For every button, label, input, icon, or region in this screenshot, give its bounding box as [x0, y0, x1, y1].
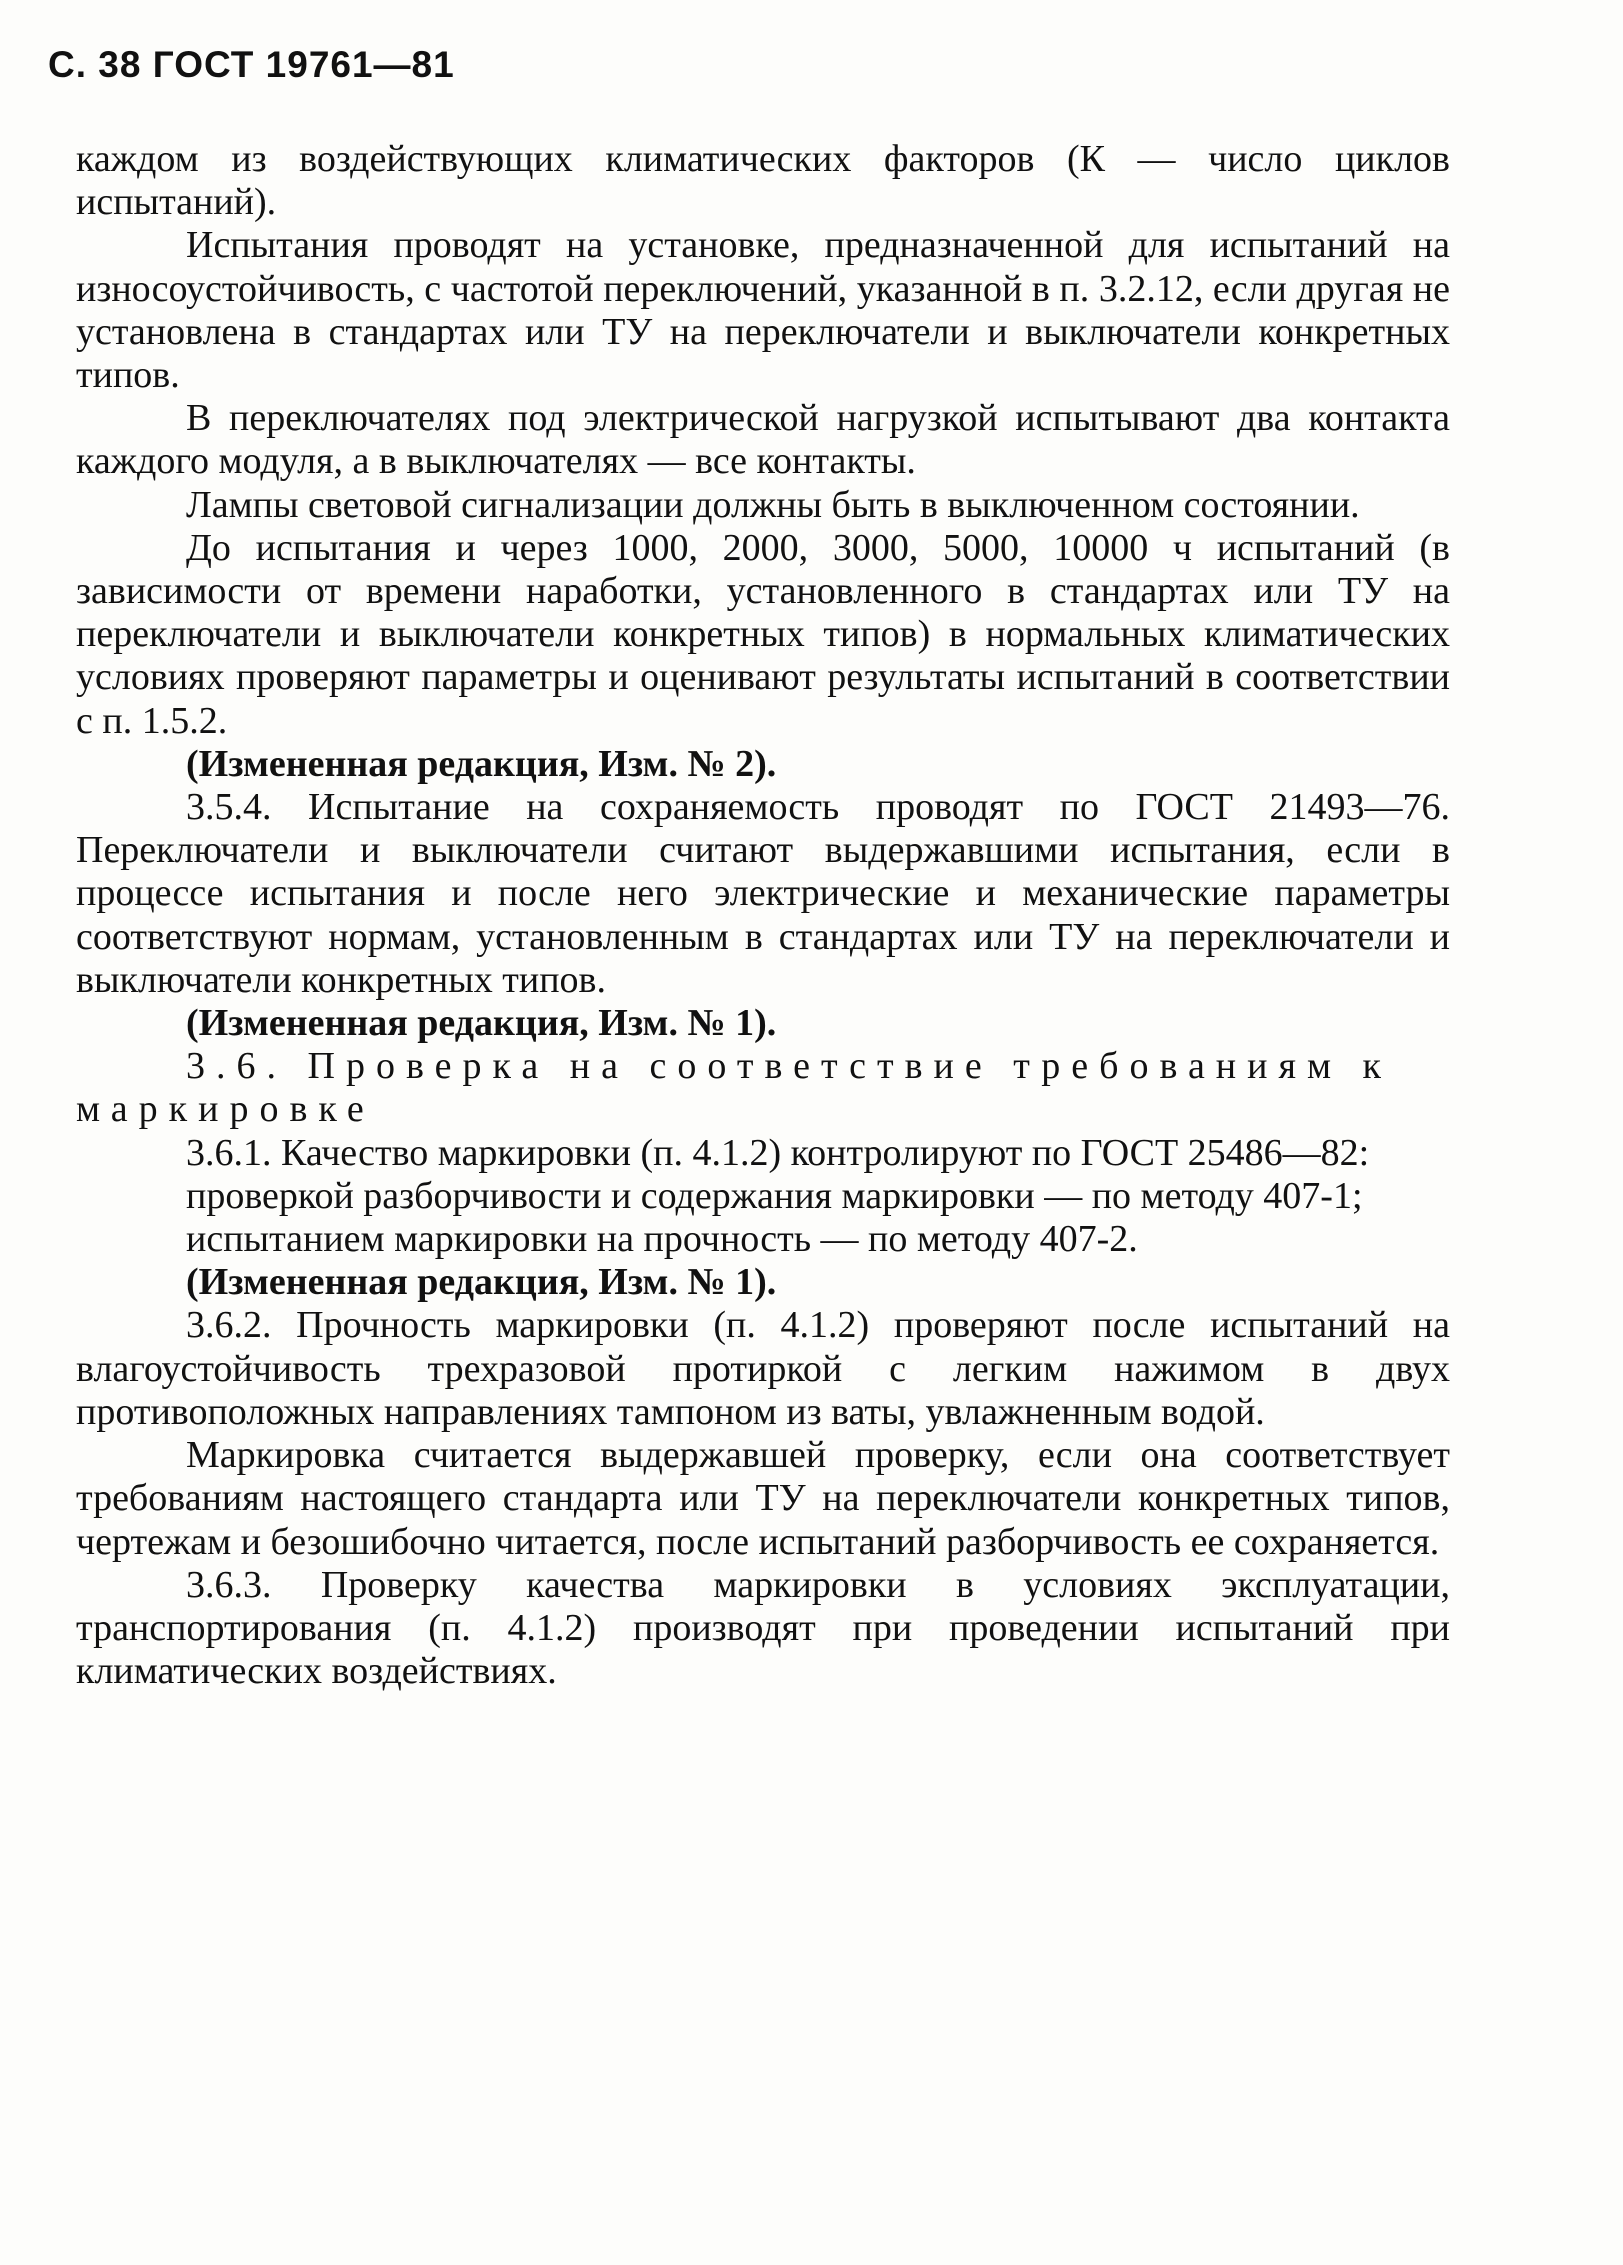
paragraph-3-6-3: 3.6.3. Проверку качества маркировки в условиях эксплуатации, транспортирования (п. 4.1.2) производят при проведении испытаний при климатических воздействиях. — [76, 1563, 1450, 1693]
paragraph-method-407-2: испытанием маркировки на прочность — по методу 407-2. — [186, 1218, 1138, 1261]
amendment-note-1a: (Измененная редакция, Изм. № 1). — [186, 1002, 777, 1045]
paragraph-test-setup: Испытания проводят на установке, предназначенной для испытаний на износоустойчивость, с частотой переключений, указанной в п. 3.2.12, если другая не установлена в стандартах или ТУ на переключатели и выключатели конкретных типов. — [76, 224, 1450, 397]
paragraph-test-hours: До испытания и через 1000, 2000, 3000, 5000, 10000 ч испытаний (в зависимости от времени наработки, установленного в стандартах или ТУ на переключатели и выключатели конкретных типов) в нормальных климатических условиях проверяют параметры и оценивают результаты испытаний в соответствии с п. 1.5.2. — [76, 526, 1450, 742]
paragraph-method-407-1: проверкой разборчивости и содержания маркировки — по методу 407-1; — [186, 1174, 1363, 1217]
paragraph-3-6-2: 3.6.2. Прочность маркировки (п. 4.1.2) проверяют после испытаний на влагоустойчивость трехразовой протиркой с легким нажимом в двух противоположных направлениях тампоном из ваты, увлажненным водой. — [76, 1304, 1450, 1433]
paragraph-3-5-4: 3.5.4. Испытание на сохраняемость проводят по ГОСТ 21493—76. Переключатели и выключатели считают выдержавшими испытания, если в процессе испытания и после него электрические и механические параметры соответствуют нормам, установленным в стандартах или ТУ на переключатели и выключатели конкретных типов. — [76, 786, 1450, 1001]
paragraph-3-6-1: 3.6.1. Качество маркировки (п. 4.1.2) контролируют по ГОСТ 25486—82: — [186, 1131, 1370, 1174]
paragraph-continuation: каждом из воздействующих климатических факторов (К — число циклов испытаний). — [76, 138, 1450, 224]
amendment-note-2: (Измененная редакция, Изм. № 2). — [186, 742, 777, 785]
paragraph-marking-check: Маркировка считается выдержавшей проверку, если она соответствует требованиям настоящего стандарта или ТУ на переключатели конкретных типов, чертежам и безошибочно читается, после испытаний разборчивость ее сохраняется. — [76, 1434, 1450, 1563]
section-heading-3-6: 3.6. Проверка на соответствие требованиям к маркировке — [76, 1045, 1392, 1131]
page-header: С. 38 ГОСТ 19761—81 — [48, 44, 455, 85]
paragraph-contacts: В переключателях под электрической нагрузкой испытывают два контакта каждого модуля, а в выключателях — все контакты. — [76, 397, 1450, 483]
amendment-note-1b: (Измененная редакция, Изм. № 1). — [186, 1261, 777, 1304]
paragraph-lamps: Лампы световой сигнализации должны быть в выключенном состоянии. — [186, 483, 1360, 526]
document-body — [76, 138, 1450, 1693]
